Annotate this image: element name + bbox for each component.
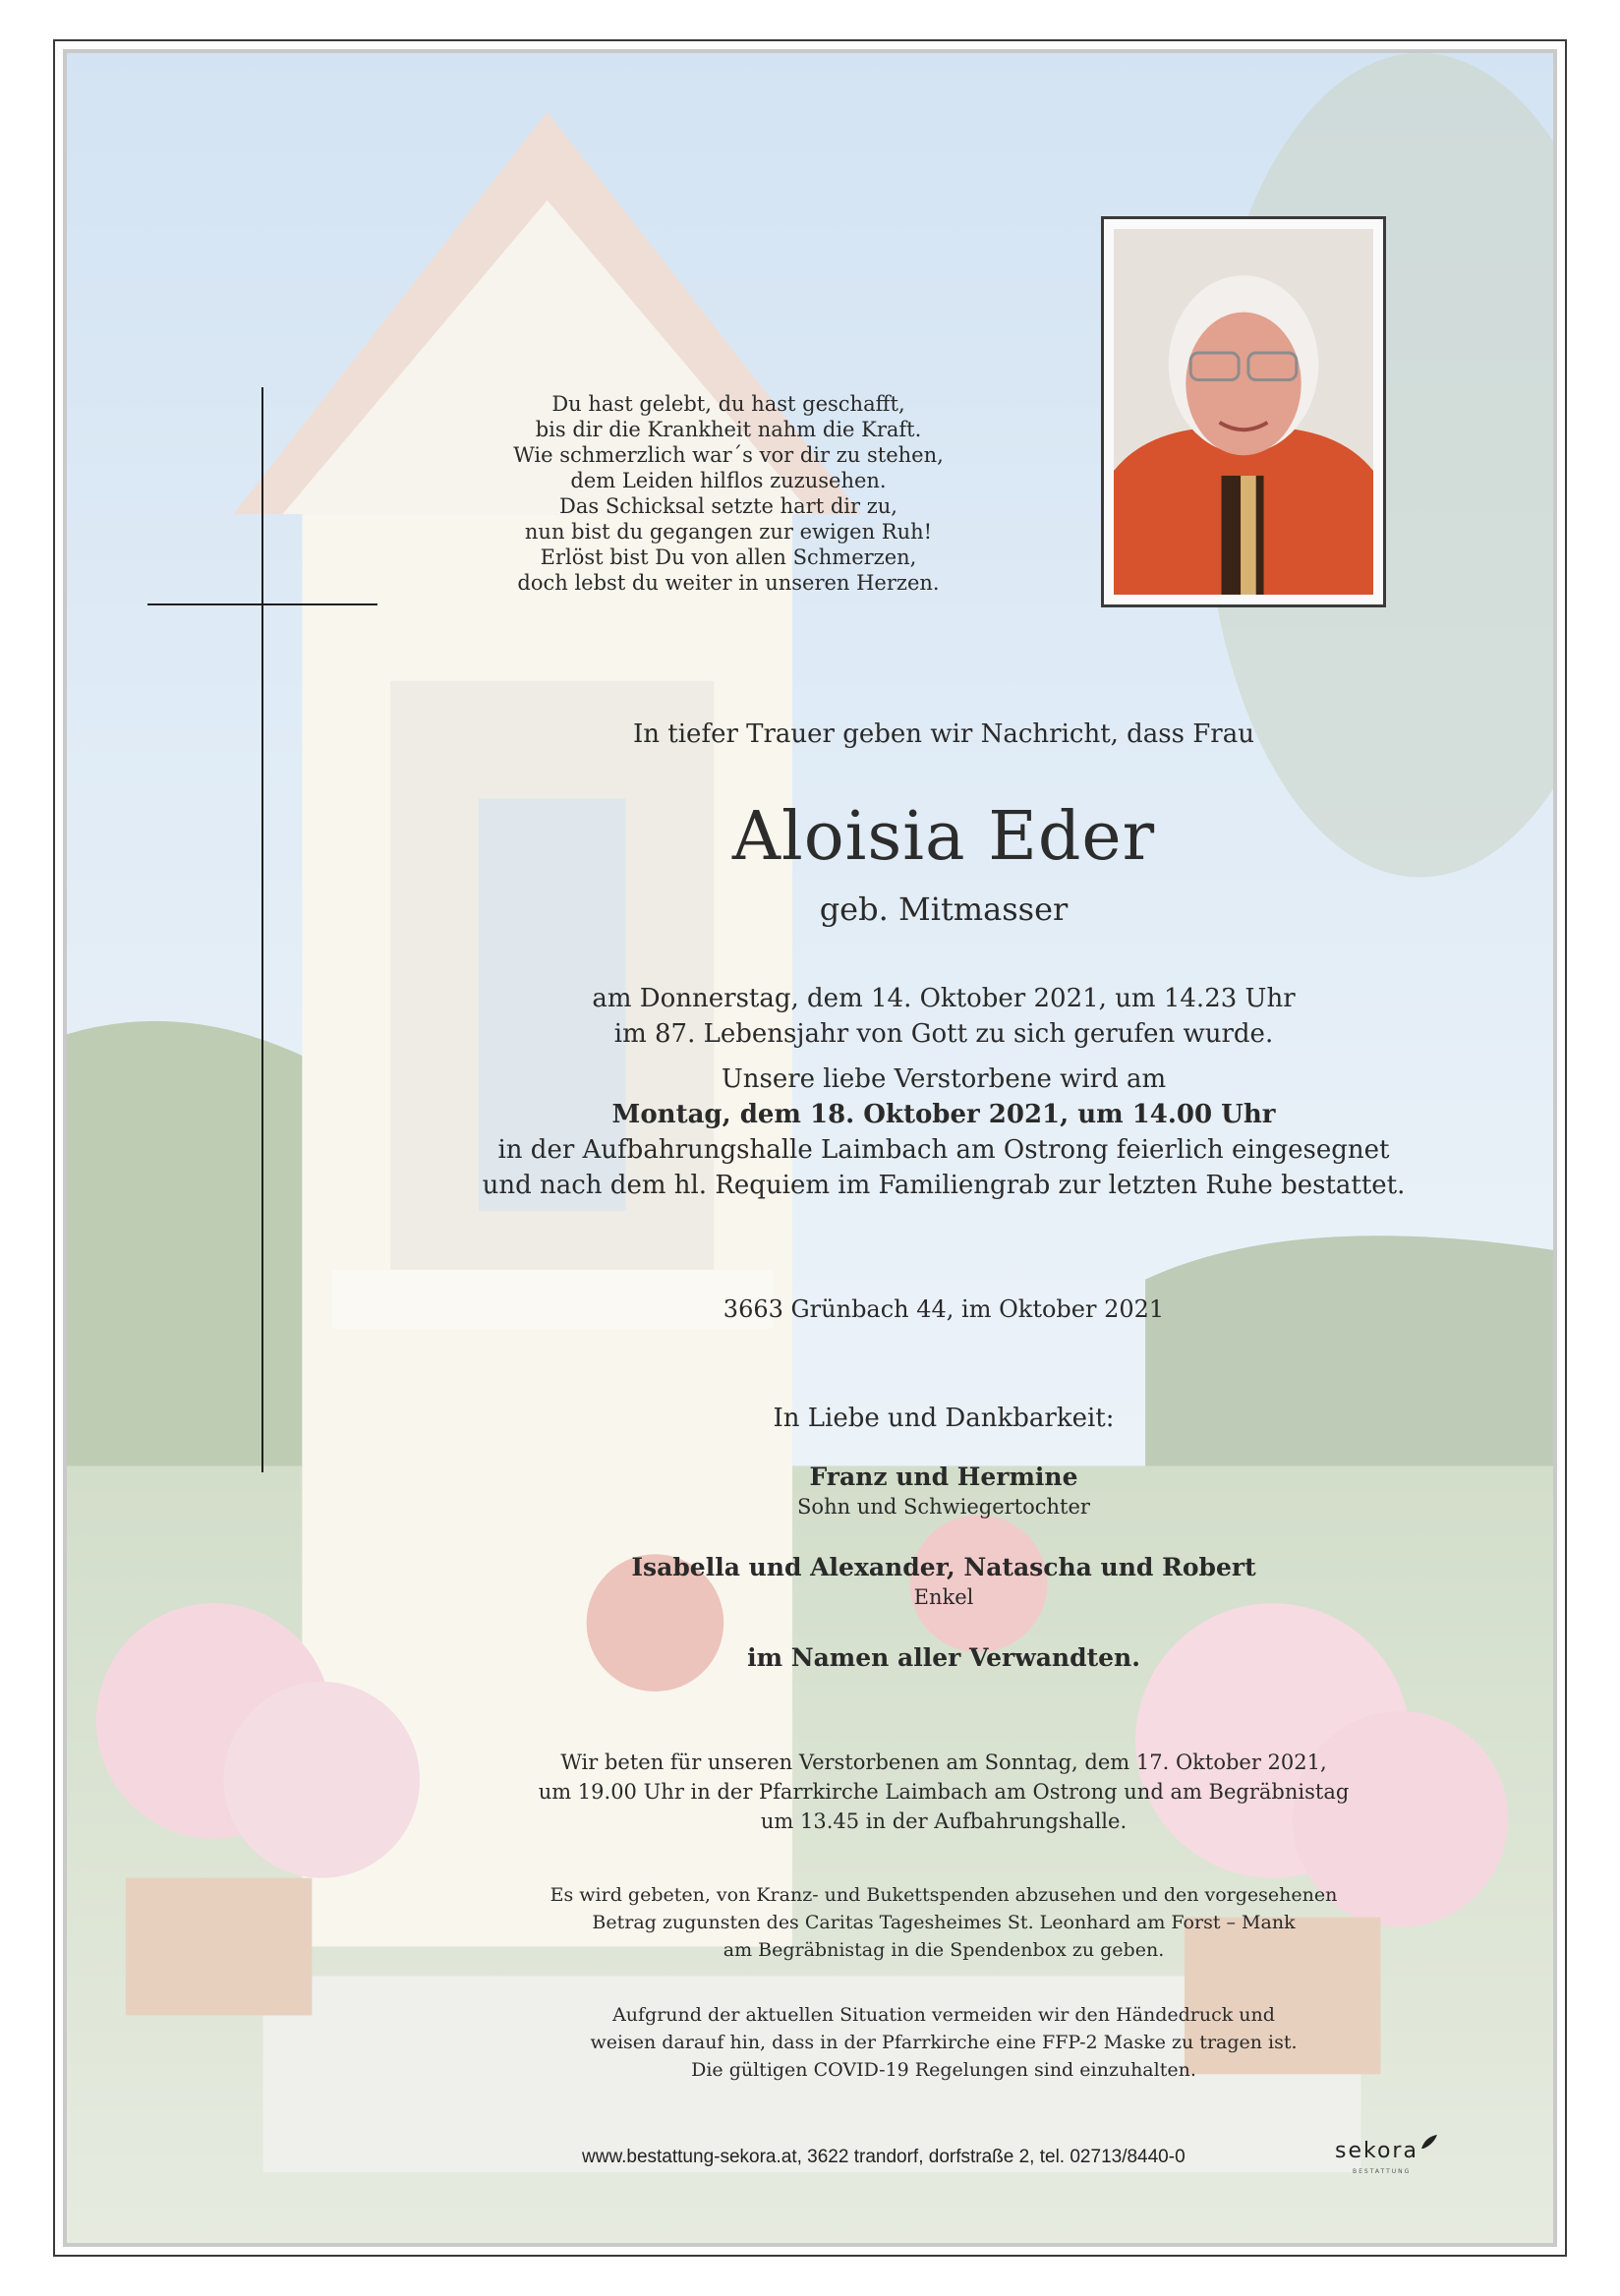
cross-horizontal-bar (147, 603, 377, 605)
donation-line: am Begräbnistag in die Spendenbox zu geben. (723, 1939, 1165, 1961)
portrait-frame (1101, 216, 1386, 607)
mourners-heading: In Liebe und Dankbarkeit: (773, 1404, 1115, 1433)
funeral-location-line: in der Aufbahrungshalle Laimbach am Ostrong feierlich eingesegnet (497, 1135, 1390, 1165)
poem-line: Du hast gelebt, du hast geschafft, (551, 392, 905, 416)
prayer-line: Wir beten für unseren Verstorbenen am Sonntag, dem 17. Oktober 2021, (560, 1751, 1327, 1774)
mourners-closing: im Namen aller Verwandten. (747, 1643, 1140, 1672)
funeral-burial-line: und nach dem hl. Requiem im Familiengrab zur letzten Ruhe bestattet. (482, 1171, 1406, 1200)
funeral-date-line: Montag, dem 18. Oktober 2021, um 14.00 Uhr (611, 1100, 1276, 1129)
death-details (374, 981, 1514, 1052)
poem-line: dem Leiden hilflos zuzusehen. (570, 469, 887, 492)
poem-line: doch lebst du weiter in unseren Herzen. (517, 571, 940, 595)
poem-line: nun bist du gegangen zur ewigen Ruh! (524, 520, 933, 544)
funeral-home-logo (1335, 2139, 1418, 2163)
funeral-intro-line: Unsere liebe Verstorbene wird am (721, 1064, 1167, 1094)
mourner-group (374, 1463, 1514, 1521)
funeral-home-contact: www.bestattung-sekora.at, 3622 trandorf, dorfstraße 2, tel. 02713/8440-0 (582, 2147, 1186, 2167)
donation-line: Es wird gebeten, von Kranz- und Bukettspenden abzusehen und den vorgesehenen (550, 1884, 1338, 1906)
prayer-line: um 19.00 Uhr in der Pfarrkirche Laimbach am Ostrong und am Begräbnistag (538, 1780, 1350, 1804)
covid-line: Die gültigen COVID-19 Regelungen sind einzuhalten. (691, 2059, 1196, 2081)
portrait-photo (1114, 229, 1373, 595)
cross-vertical-bar (261, 387, 263, 1472)
donation-line: Betrag zugunsten des Caritas Tagesheimes St. Leonhard am Forst – Mank (592, 1912, 1296, 1933)
notice-intro: In tiefer Trauer geben wir Nachricht, dass Frau (633, 719, 1254, 749)
covid-line: Aufgrund der aktuellen Situation vermeiden wir den Händedruck und (612, 2004, 1275, 2026)
logo-subtitle: BESTATTUNG (1353, 2168, 1412, 2175)
covid-line: weisen darauf hin, dass in der Pfarrkirche eine FFP-2 Maske zu tragen ist. (590, 2032, 1298, 2053)
death-date-line: am Donnerstag, dem 14. Oktober 2021, um 14.23 Uhr (592, 984, 1296, 1013)
poem (458, 391, 999, 596)
prayer-notice (374, 1748, 1514, 1836)
deceased-name: Aloisia Eder (731, 798, 1156, 876)
poem-line: Das Schicksal setzte hart dir zu, (559, 494, 897, 518)
maiden-name: geb. Mitmasser (819, 890, 1069, 928)
leaf-icon (1419, 2133, 1439, 2152)
mourner-group (374, 1553, 1514, 1612)
poem-line: Erlöst bist Du von allen Schmerzen, (540, 545, 917, 569)
poem-line: bis dir die Krankheit nahm die Kraft. (535, 418, 922, 441)
death-age-line: im 87. Lebensjahr von Gott zu sich gerufen wurde. (613, 1019, 1274, 1049)
mourner-relation: Enkel (913, 1585, 974, 1609)
logo-wordmark: sekora (1335, 2139, 1418, 2163)
mourner-names: Franz und Hermine (809, 1463, 1078, 1491)
donation-notice (374, 1881, 1514, 1964)
mourner-names: Isabella und Alexander, Natascha und Robert (631, 1553, 1256, 1581)
covid-notice (374, 2001, 1514, 2084)
funeral-details (374, 1062, 1514, 1203)
poem-line: Wie schmerzlich war´s vor dir zu stehen, (513, 443, 944, 467)
place-date: 3663 Grünbach 44, im Oktober 2021 (723, 1295, 1165, 1323)
mourner-relation: Sohn und Schwiegertochter (797, 1495, 1090, 1519)
prayer-line: um 13.45 in der Aufbahrungshalle. (760, 1809, 1128, 1833)
